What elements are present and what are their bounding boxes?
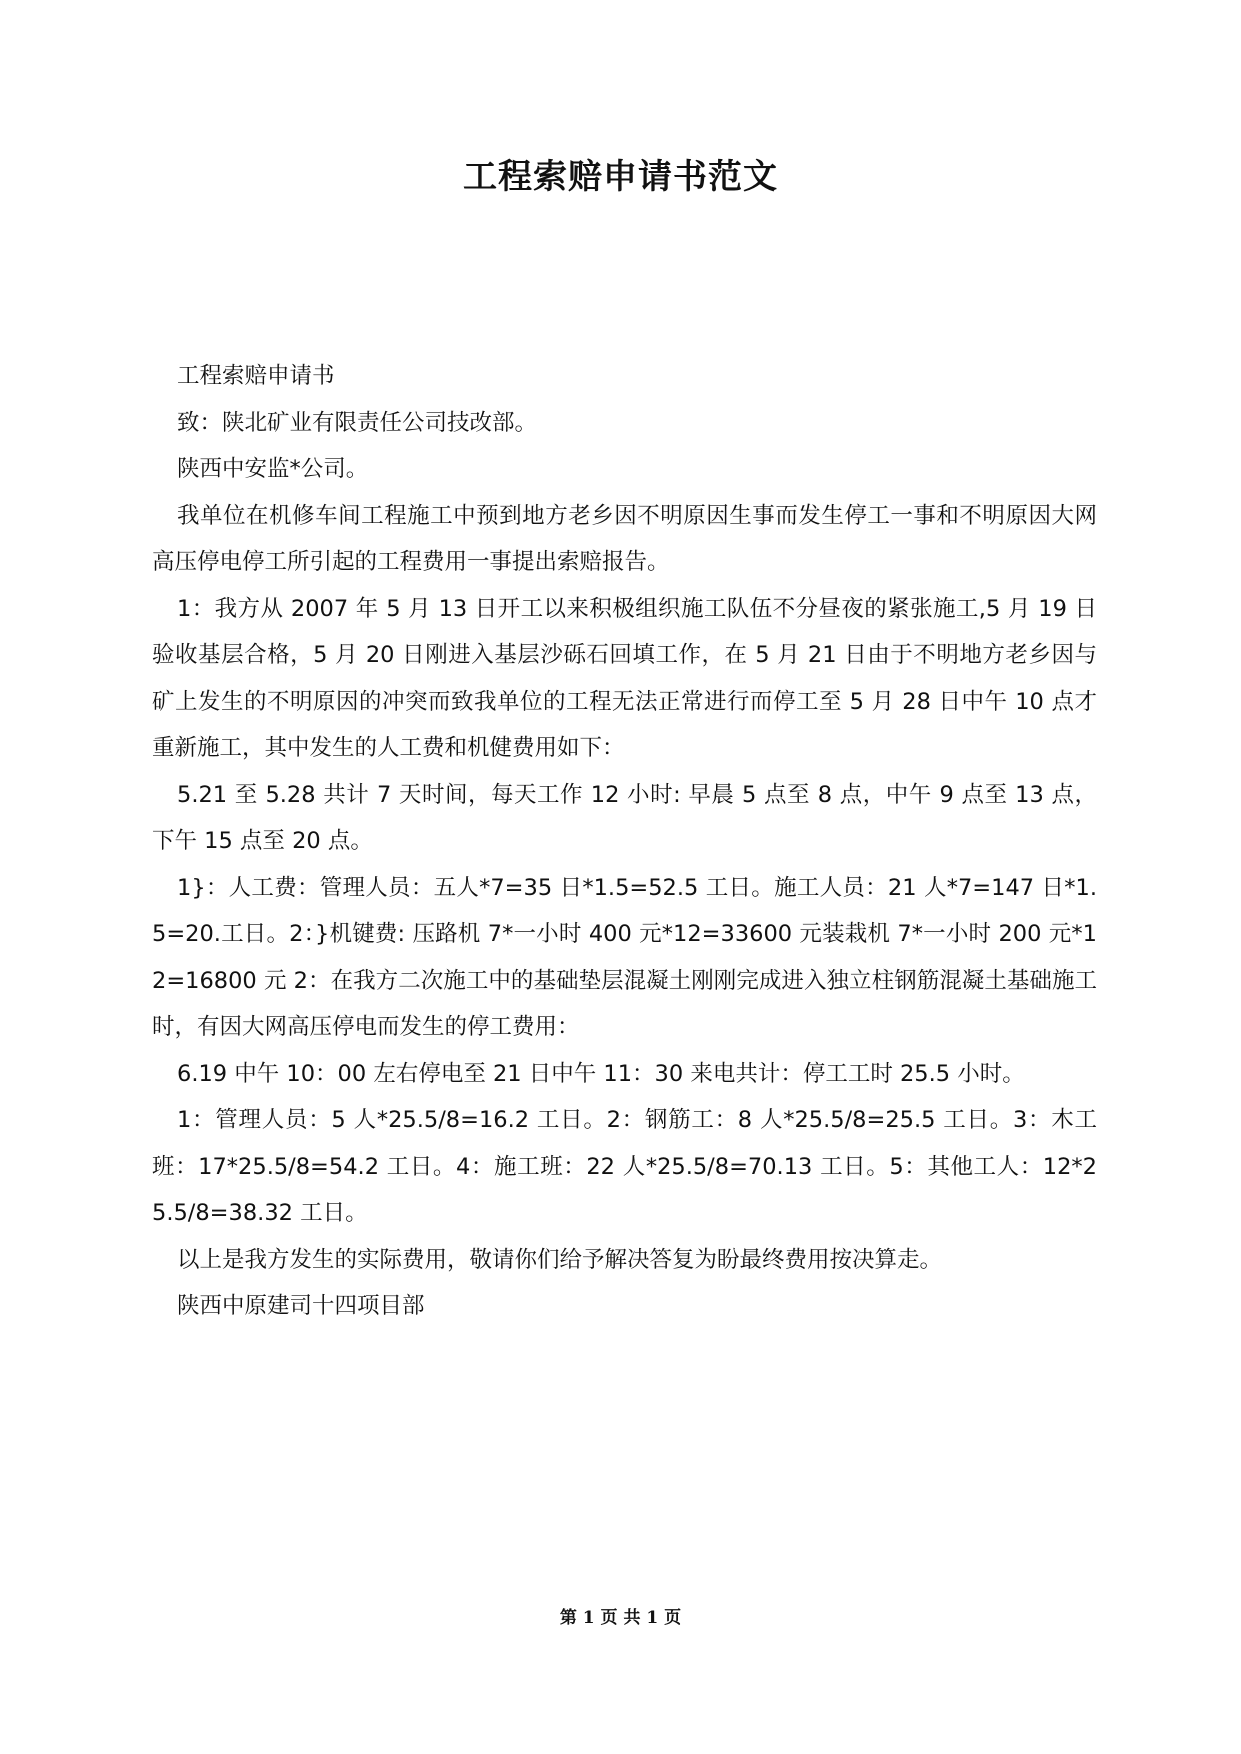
power-outage-paragraph: 6.19 中午 10：00 左右停电至 21 日中午 11：30 来电共计：停工工时 25.5 小时。 [177, 1060, 1025, 1087]
document-body [152, 353, 1097, 1330]
page-title: 工程索赔申请书范文 [463, 157, 778, 197]
letter-heading: 工程索赔申请书 [177, 363, 335, 389]
labor-days-paragraph: 1：管理人员：5 人*25.5/8=16.2 工日。2：钢筋工：8 人*25.5/8=25.5 工日。3：木工班：17*25.5/8=54.2 工日。4：施工班：22 人*25.5/8=70.13 工日。5：其他工人：12*25.5/8=38.32 工日。 [152, 1107, 1097, 1226]
intro-paragraph: 我单位在机修车间工程施工中预到地方老乡因不明原因生事而发生停工一事和不明原因大网高压停电停工所引起的工程费用一事提出索赔报告。 [152, 502, 1097, 575]
cost-breakdown-paragraph: 1}：人工费：管理人员：五人*7=35 日*1.5=52.5 工日。施工人员：21 人*7=147 日*1.5=20.工日。2：}机键费: 压路机 7*一小时 400 元*12=33600 元装栽机 7*一小时 200 元*12=16800 元 2：在我方二次施工中的基础垫层混凝土刚刚完成进入独立柱钢筋混凝土基础施工时，有因大网高压停电而发生的停工费用： [152, 874, 1097, 1040]
recipient-line: 致：陕北矿业有限责任公司技改部。 [177, 409, 538, 436]
signature-line: 陕西中原建司十四项目部 [177, 1293, 425, 1319]
recipient-cc-line: 陕西中安监*公司。 [177, 456, 369, 482]
claim-item-1-paragraph: 1：我方从 2007 年 5 月 13 日开工以来积极组织施工队伍不分昼夜的紧张施工,5 月 19 日验收基层合格，5 月 20 日刚进入基层沙砾石回填工作，在 5 月 21 日由于不明地方老乡因与矿上发生的不明原因的冲突而致我单位的工程无法正常进行而停工至 5 月 28 日中午 10 点才重新施工，其中发生的人工费和机健费用如下： [152, 595, 1097, 761]
closing-paragraph: 以上是我方发生的实际费用，敬请你们给予解决答复为盼最终费用按决算走。 [177, 1246, 943, 1273]
work-period-paragraph: 5.21 至 5.28 共计 7 天时间，每天工作 12 小时: 早晨 5 点至 8 点，中午 9 点至 13 点，下午 15 点至 20 点。 [152, 781, 1097, 854]
page-number-footer: 第 1 页 共 1 页 [559, 1608, 682, 1628]
